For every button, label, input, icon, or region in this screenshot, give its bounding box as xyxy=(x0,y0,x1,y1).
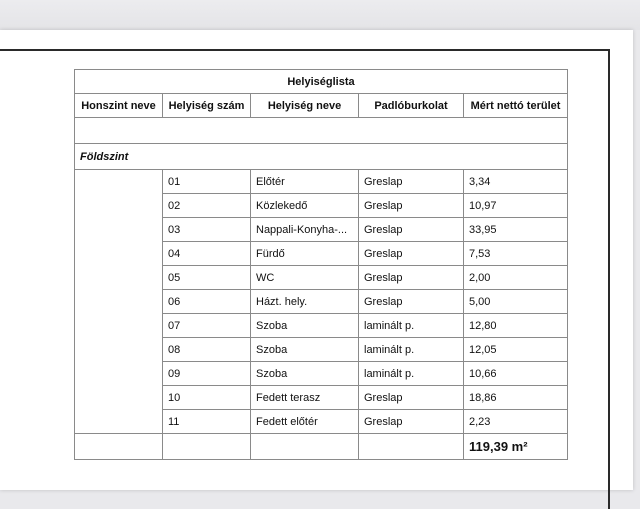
room-name: Szoba xyxy=(251,338,359,362)
total-row xyxy=(75,434,568,460)
room-flooring: laminált p. xyxy=(359,314,464,338)
room-area: 2,23 xyxy=(464,410,568,434)
room-name: Fedett terasz xyxy=(251,386,359,410)
room-area: 18,86 xyxy=(464,386,568,410)
empty-row xyxy=(75,118,568,144)
table-header-row xyxy=(75,94,568,118)
room-flooring: Greslap xyxy=(359,290,464,314)
room-area: 12,05 xyxy=(464,338,568,362)
room-number: 08 xyxy=(163,338,251,362)
level-name: Földszint xyxy=(75,144,568,170)
empty-cell xyxy=(163,434,251,460)
room-area: 12,80 xyxy=(464,314,568,338)
room-number: 04 xyxy=(163,242,251,266)
header-level-name: Honszint neve xyxy=(75,94,163,118)
room-name: Házt. hely. xyxy=(251,290,359,314)
room-list-table xyxy=(74,69,568,460)
room-area: 2,00 xyxy=(464,266,568,290)
room-number: 11 xyxy=(163,410,251,434)
header-flooring: Padlóburkolat xyxy=(359,94,464,118)
header-room-name: Helyiség neve xyxy=(251,94,359,118)
room-flooring: Greslap xyxy=(359,410,464,434)
room-area: 7,53 xyxy=(464,242,568,266)
document-page xyxy=(0,30,633,490)
header-room-number: Helyiség szám xyxy=(163,94,251,118)
room-number: 06 xyxy=(163,290,251,314)
room-number: 07 xyxy=(163,314,251,338)
room-flooring: Greslap xyxy=(359,266,464,290)
viewer-background xyxy=(0,0,640,30)
room-area: 10,97 xyxy=(464,194,568,218)
room-number: 02 xyxy=(163,194,251,218)
room-name: Fedett előtér xyxy=(251,410,359,434)
room-number: 03 xyxy=(163,218,251,242)
room-number: 09 xyxy=(163,362,251,386)
room-flooring: laminált p. xyxy=(359,362,464,386)
room-area: 33,95 xyxy=(464,218,568,242)
room-area: 5,00 xyxy=(464,290,568,314)
room-area: 3,34 xyxy=(464,170,568,194)
room-name: Szoba xyxy=(251,362,359,386)
table-title: Helyiséglista xyxy=(75,70,568,94)
room-number: 10 xyxy=(163,386,251,410)
empty-cell xyxy=(359,434,464,460)
room-name: Közlekedő xyxy=(251,194,359,218)
room-flooring: Greslap xyxy=(359,170,464,194)
room-number: 01 xyxy=(163,170,251,194)
room-flooring: Greslap xyxy=(359,218,464,242)
room-name: Nappali-Konyha-... xyxy=(251,218,359,242)
room-name: WC xyxy=(251,266,359,290)
room-flooring: Greslap xyxy=(359,194,464,218)
level-row xyxy=(75,144,568,170)
room-name: Előtér xyxy=(251,170,359,194)
room-flooring: Greslap xyxy=(359,242,464,266)
table-title-row xyxy=(75,70,568,94)
room-flooring: Greslap xyxy=(359,386,464,410)
room-name: Szoba xyxy=(251,314,359,338)
room-area: 10,66 xyxy=(464,362,568,386)
total-area: 119,39 m² xyxy=(464,434,568,460)
room-number: 05 xyxy=(163,266,251,290)
room-name: Fürdő xyxy=(251,242,359,266)
header-net-area: Mért nettó terület xyxy=(464,94,568,118)
empty-cell xyxy=(75,434,163,460)
empty-cell xyxy=(251,434,359,460)
level-span-cell xyxy=(75,170,163,434)
room-flooring: laminált p. xyxy=(359,338,464,362)
empty-cell xyxy=(75,118,568,144)
table-row xyxy=(75,170,568,194)
